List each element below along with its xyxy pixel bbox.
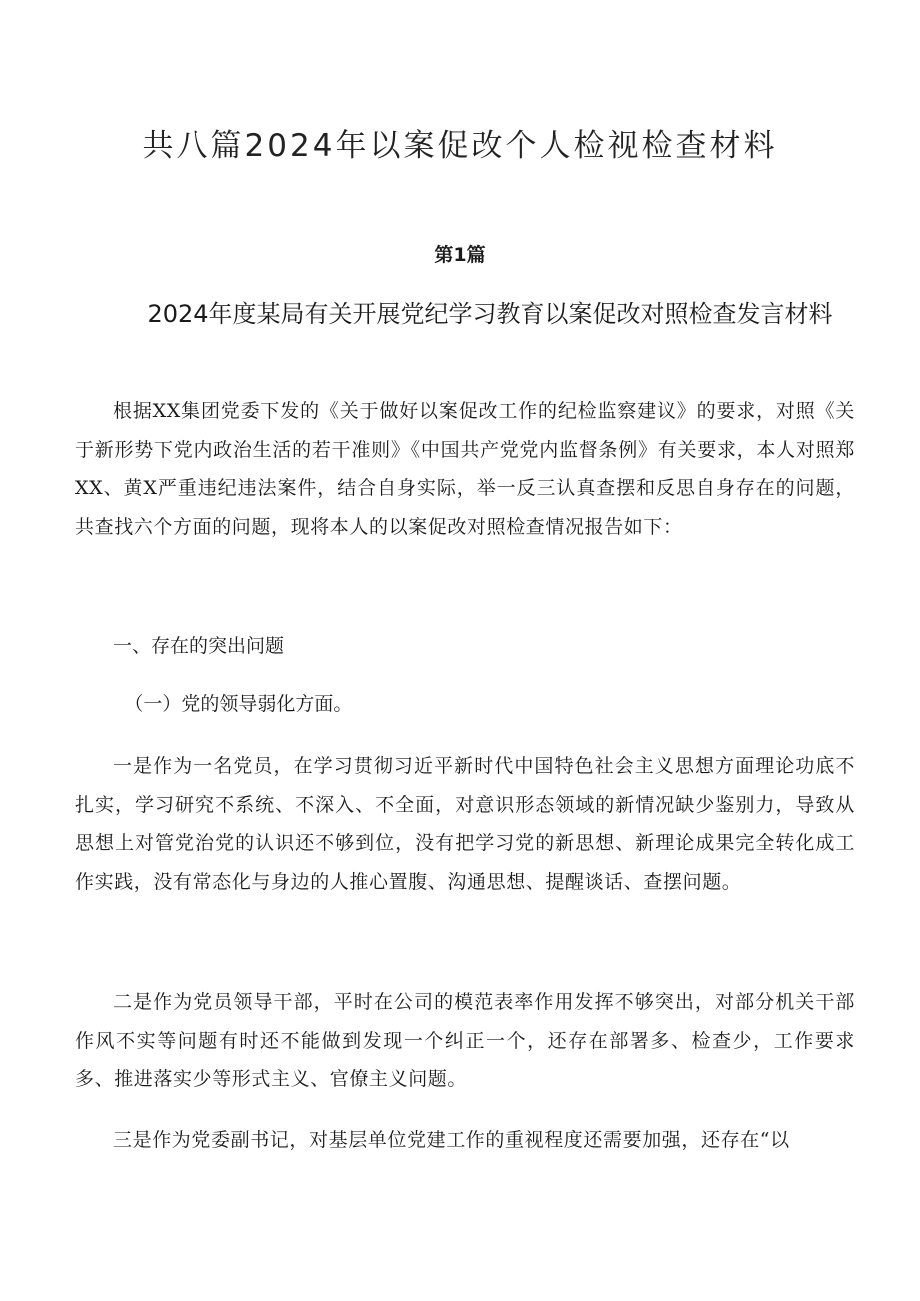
subsection-heading: （一）党的领导弱化方面。 — [124, 693, 353, 715]
chapter-heading: 第1篇 — [434, 244, 486, 266]
body-paragraph: 二是作为党员领导干部，平时在公司的模范表率作用发挥不够突出，对部分机关干部作风不实等问题有时还不能做到发现一个纠正一个，还存在部署多、检查少，工作要求多、推进落实少等形式主义、官僚主义问题。 — [75, 991, 855, 1090]
article-title: 2024年度某局有关开展党纪学习教育以案促改对照检查发言材料 — [147, 300, 833, 328]
body-paragraph: 一是作为一名党员，在学习贯彻习近平新时代中国特色社会主义思想方面理论功底不扎实，学习研究不系统、不深入、不全面，对意识形态领域的新情况缺少鉴别力，导致从思想上对管党治党的认识还不够到位，没有把学习党的新思想、新理论成果完全转化成工作实践，没有常态化与身边的人推心置腹、沟通思想、提醒谈话、查摆问题。 — [75, 755, 855, 893]
body-paragraph: 三是作为党委副书记，对基层单位党建工作的重视程度还需要加强，还存在“以 — [113, 1129, 790, 1151]
section-heading: 一、存在的突出问题 — [113, 635, 285, 657]
intro-paragraph: 根据XX集团党委下发的《关于做好以案促改工作的纪检监察建议》的要求，对照《关于新形势下党内政治生活的若干准则》《中国共产党党内监督条例》有关要求，本人对照郑XX、黄X严重违纪违法案件，结合自身实际，举一反三认真查摆和反思自身存在的问题，共查找六个方面的问题，现将本人的以案促改对照检查情况报告如下： — [75, 400, 855, 538]
document-title: 共八篇2024年以案促改个人检视检查材料 — [142, 128, 778, 164]
